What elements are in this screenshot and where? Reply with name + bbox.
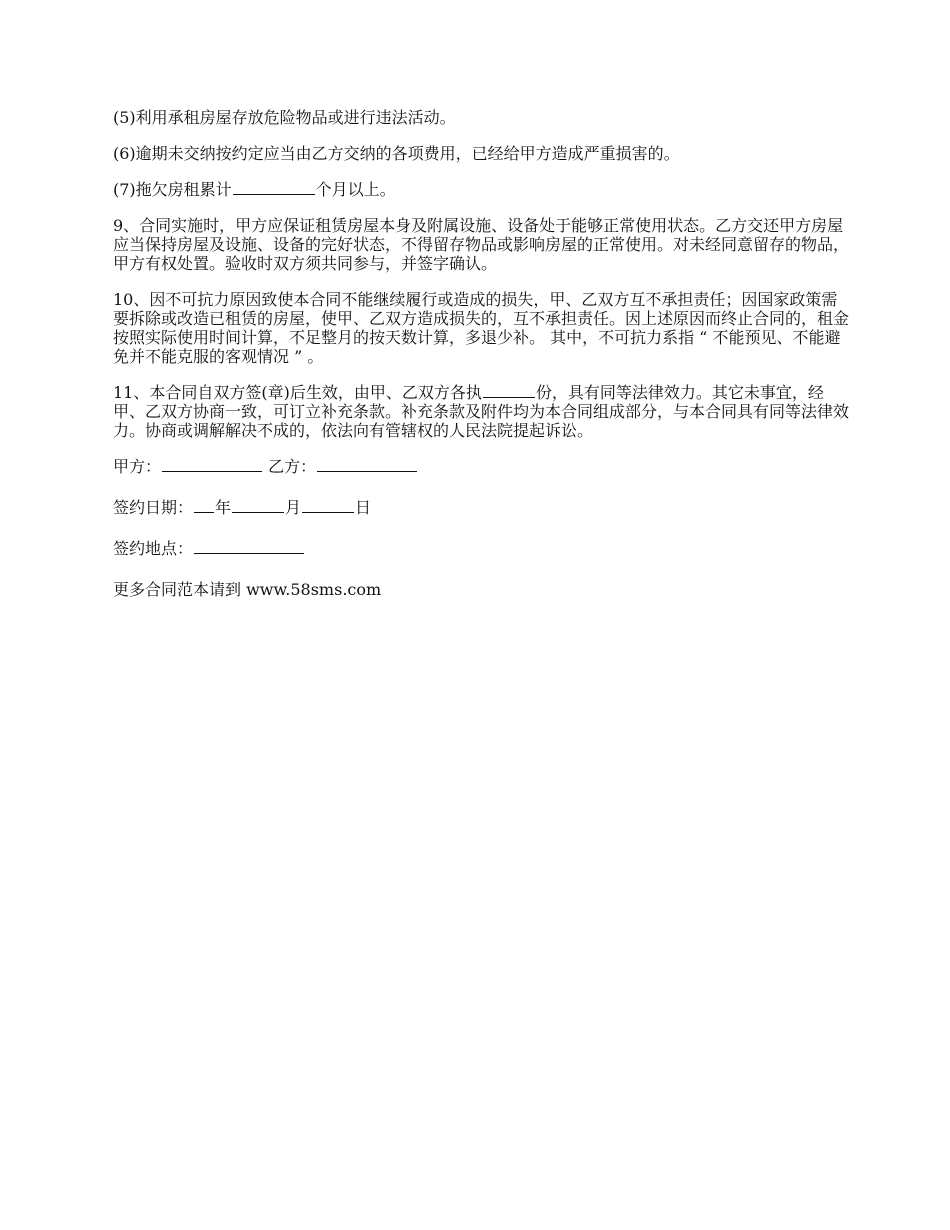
clause-9: 9、合同实施时，甲方应保证租赁房屋本身及附属设施、设备处于能够正常使用状态。乙方交还甲方房屋应当保持房屋及设施、设备的完好状态，不得留存物品或影响房屋的正常使用。对未经同意留存的物品，甲方有权处置。验收时双方须共同参与，并签字确认。 [113, 216, 850, 273]
month-unit: 月 [285, 498, 302, 517]
day-unit: 日 [355, 498, 372, 517]
party-a-label: 甲方： [113, 457, 162, 476]
clause-7 [113, 180, 853, 199]
clause-7-after: 个月以上。 [315, 180, 396, 199]
place-blank [194, 539, 304, 554]
months-overdue-blank [233, 180, 315, 195]
year-blank [194, 498, 214, 513]
copies-count-blank [483, 383, 535, 398]
party-b-blank [317, 457, 417, 472]
party-a-blank [162, 457, 262, 472]
month-blank [232, 498, 284, 513]
date-label: 签约日期： [113, 498, 194, 517]
parties-signature-line [113, 457, 853, 476]
year-unit: 年 [215, 498, 232, 517]
footer-note: 更多合同范本请到 www.58sms.com [113, 580, 382, 599]
clause-11-after: 份，具有同等法律效力。其它未事宜，经甲、乙双方协商一致，可订立补充条款。补充条款及附件均为本合同组成部分，与本合同具有同等法律效力。协商或调解解决不成的，依法向有管辖权的人民法院提起诉讼。 [113, 383, 850, 440]
signing-date-line [113, 498, 853, 517]
document-body [113, 108, 853, 621]
clause-7-before: (7)拖欠房租累计 [113, 180, 232, 199]
clause-5: (5)利用承租房屋存放危险物品或进行违法活动。 [113, 108, 456, 127]
signing-place-line [113, 539, 853, 558]
party-b-label: 乙方： [268, 457, 317, 476]
clause-10: 10、因不可抗力原因致使本合同不能继续履行或造成的损失，甲、乙双方互不承担责任；因国家政策需要拆除或改造已租赁的房屋，使甲、乙双方造成损失的，互不承担责任。因上述原因而终止合同的，租金按照实际使用时间计算，不足整月的按天数计算，多退少补。 其中，不可抗力系指 “ 不能预见、不能避免并不能克服的客观情况 ” 。 [113, 290, 850, 366]
clause-11-before: 11、本合同自双方签(章)后生效，由甲、乙双方各执 [113, 383, 482, 402]
day-blank [302, 498, 354, 513]
clause-6: (6)逾期未交纳按约定应当由乙方交纳的各项费用，已经给甲方造成严重损害的。 [113, 144, 680, 163]
clause-11 [113, 383, 853, 440]
place-label: 签约地点： [113, 539, 194, 558]
